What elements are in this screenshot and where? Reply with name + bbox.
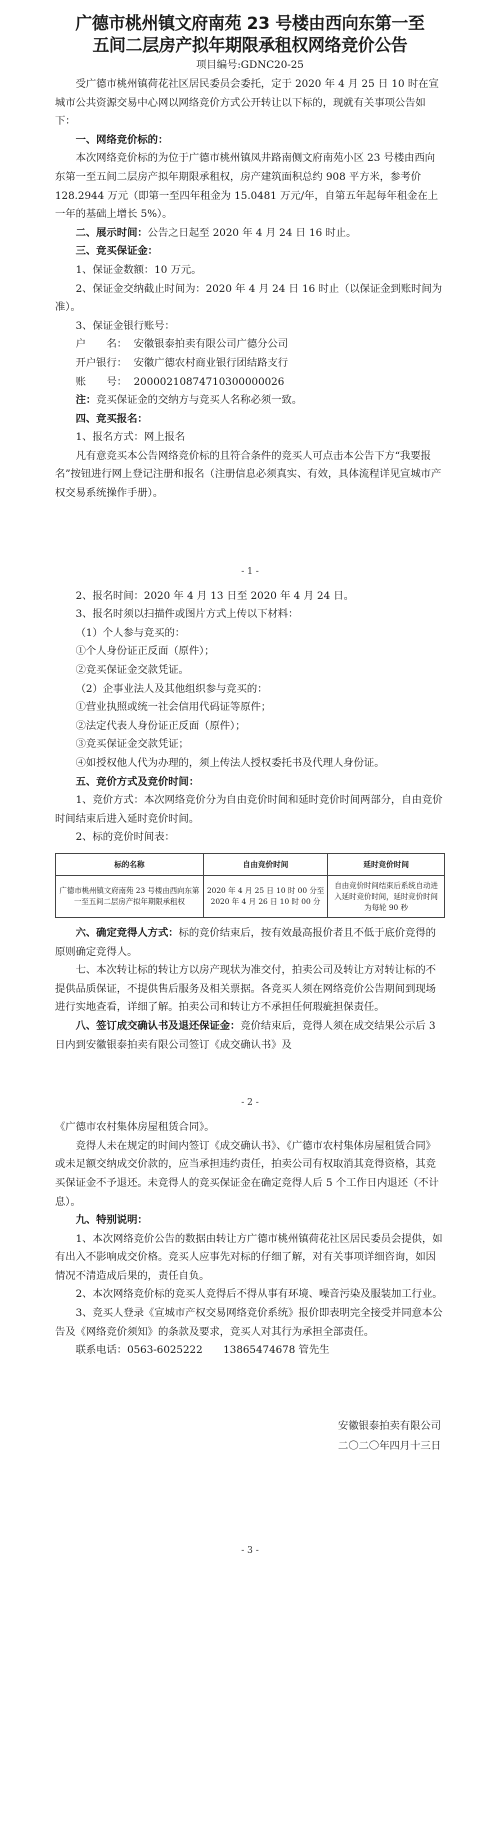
registration-time: 2、报名时间：2020 年 4 月 13 日至 2020 年 4 月 24 日。 bbox=[75, 589, 355, 602]
section-1-body: 本次网络竞价标的为位于广德市桃州镇凤井路南侧文府南苑小区 23 号楼由西向东第一至五间二层房产拟年期限承租权，房产建筑面积总约 908 平方米，参考价 128.2944 万元（即第一至四年租金为 15.0481 万元/年，自第五年起每年租金在上一年的基础上增长 5%）。 bbox=[55, 152, 439, 221]
section-6: 六、确定竞得人方式：标的竞价结束后，按有效最高报价者且不低于底价竞得的原则确定竞得人。 bbox=[55, 926, 436, 958]
section-4-heading: 四、竞买报名： bbox=[75, 412, 148, 425]
section-8-continued: 《广德市农村集体房屋租赁合同》。 bbox=[55, 1121, 215, 1134]
section-7: 七、本次转让标的转让方以房产现状为准交付，拍卖公司及转让方对转让标的不提供品质保证，不提供售后服务及相关票据。各竞买人须在网络竞价公告期间到现场进行实地查看，详细了解。拍卖公司和转让方不承担任何瑕疵担保责任。 bbox=[55, 964, 436, 1014]
bidding-method: 1、竞价方式：本次网络竞价分为自由竞价时间和延时竞价时间两部分，自由竞价时间结束后进入延时竞价时间。 bbox=[55, 794, 443, 825]
organization-material-item: ③竞买保证金交款凭证； bbox=[75, 738, 189, 751]
organization-material-item: ②法定代表人身份证正反面（原件）； bbox=[75, 719, 246, 732]
signing-date: 二〇二〇年四月十三日 bbox=[338, 1439, 441, 1452]
table-cell: 自由竞价时间结束后系统自动进入延时竞价时间，延时竞价时间为每轮 90 秒 bbox=[328, 875, 445, 917]
table-cell: 广德市桃州镇文府南苑 23 号楼由西向东第一至五间二层房产拟年期限承租权 bbox=[56, 875, 204, 917]
signature-block bbox=[55, 1416, 445, 1456]
table-row bbox=[56, 875, 445, 917]
intro-paragraph: 受广德市桃州镇荷花社区居民委员会委托，定于 2020 年 4 月 25 日 10 时在宣城市公共资源交易中心网以网络竞价方式公开转让以下标的，现就有关事项公告如下： bbox=[55, 78, 439, 128]
bank-name: 开户银行： 安徽广德农村商业银行团结路支行 bbox=[75, 356, 289, 369]
section-8: 八、签订成交确认书及退还保证金：竞价结束后，竞得人须在成交结果公示后 3 日内到安徽银泰拍卖有限公司签订《成交确认书》及 bbox=[55, 1019, 436, 1051]
deposit-account-title: 3、保证金银行账号： bbox=[75, 319, 175, 332]
page-number-1: - 1 - bbox=[241, 566, 259, 577]
section-2 bbox=[55, 224, 445, 243]
section-8-body-2: 竞得人未在规定的时间内签订《成交确认书》、《广德市农村集体房屋租赁合同》或未足额交纳成交价款的，应当承担违约责任，拍卖公司有权取消其竞得资格，其竞买保证金不予退还。未竞得人的竞买保证金在确定竞得人后 5 个工作日内退还（不计息）。 bbox=[55, 1139, 439, 1208]
table-header: 标的名称 bbox=[56, 853, 204, 875]
section-1-heading: 一、网络竞价标的： bbox=[75, 133, 169, 146]
page-number-3: - 3 - bbox=[241, 1545, 259, 1556]
section-9-heading: 九、特别说明： bbox=[75, 1214, 148, 1227]
individual-material-item: ②竞买保证金交款凭证。 bbox=[75, 664, 189, 677]
deposit-note: 注：竞买保证金的交纳方与竞买人名称必须一致。 bbox=[75, 394, 303, 407]
signer-company: 安徽银泰拍卖有限公司 bbox=[338, 1419, 441, 1432]
organization-material-item: ④如授权他人代为办理的，须上传法人授权委托书及代理人身份证。 bbox=[75, 757, 385, 769]
bidding-schedule-table bbox=[55, 853, 445, 918]
title-line-1: 广德市桃州镇文府南苑 23 号楼由西向东第一至 bbox=[75, 13, 425, 33]
individual-materials-title: （1）个人参与竞买的： bbox=[75, 626, 186, 639]
project-number: 项目编号:GDNC20-25 bbox=[196, 59, 304, 71]
table-cell: 2020 年 4 月 25 日 10 时 00 分至 2020 年 4 月 26 日 10 时 00 分 bbox=[203, 875, 327, 917]
section-2-heading: 二、展示时间： bbox=[75, 226, 148, 239]
page-number-2: - 2 - bbox=[241, 1098, 259, 1109]
table-header: 延时竞价时间 bbox=[328, 853, 445, 875]
contact-phone: 联系电话：0563-6025222 13865474678 管先生 bbox=[75, 1344, 330, 1357]
table-header-row bbox=[56, 853, 445, 875]
registration-instructions: 凡有意竞买本公告网络竞价标的且符合条件的竞买人可点击本公告下方“我要报名”按钮进行网上登记注册和报名（注册信息必须真实、有效，具体流程详见宣城市产权交易系统操作手册）。 bbox=[55, 449, 442, 500]
bank-account-number: 账 号： 20000210874710300000026 bbox=[75, 375, 285, 388]
bidding-schedule-title: 2、标的竞价时间表： bbox=[75, 831, 175, 844]
organization-materials-title: （2）企事业法人及其他组织参与竞买的： bbox=[75, 682, 268, 695]
bank-account-name: 户 名： 安徽银泰拍卖有限公司广德分公司 bbox=[75, 338, 289, 351]
table-header: 自由竞价时间 bbox=[203, 853, 327, 875]
section-2-body: 公告之日起至 2020 年 4 月 24 日 16 时止。 bbox=[147, 226, 357, 239]
section-3-heading: 三、竞买保证金： bbox=[75, 245, 158, 258]
title-line-2: 五间二层房产拟年期限承租权网络竞价公告 bbox=[92, 35, 408, 55]
registration-method: 1、报名方式：网上报名 bbox=[75, 431, 186, 444]
special-note-item: 1、本次网络竞价公告的数据由转让方广德市桃州镇荷花社区居民委员会提供，如有出入不影响成交价格。竞买人应事先对标的仔细了解，对有关事项详细咨询，如因情况不清造成后果的，责任自负。 bbox=[55, 1232, 443, 1282]
document-title bbox=[55, 12, 445, 56]
section-5-heading: 五、竞价方式及竞价时间： bbox=[75, 775, 200, 788]
deposit-deadline: 2、保证金交纳截止时间为：2020 年 4 月 24 日 16 时止（以保证金到账时间为准）。 bbox=[55, 282, 443, 314]
deposit-amount: 1、保证金数额：10 万元。 bbox=[75, 263, 202, 276]
special-note-item: 2、本次网络竞价标的竞买人竞得后不得从事有环境、噪音污染及服装加工行业。 bbox=[75, 1288, 443, 1301]
organization-material-item: ①营业执照或统一社会信用代码证等原件； bbox=[75, 701, 272, 714]
special-note-item: 3、竞买人登录《宣城市产权交易网络竞价系统》报价即表明完全接受并同意本公告及《网络竞价须知》的条款及要求，竞买人对其行为承担全部责任。 bbox=[55, 1307, 443, 1338]
individual-material-item: ①个人身份证正反面（原件）； bbox=[75, 645, 215, 658]
registration-materials: 3、报名时须以扫描件或图片方式上传以下材料： bbox=[75, 608, 299, 621]
